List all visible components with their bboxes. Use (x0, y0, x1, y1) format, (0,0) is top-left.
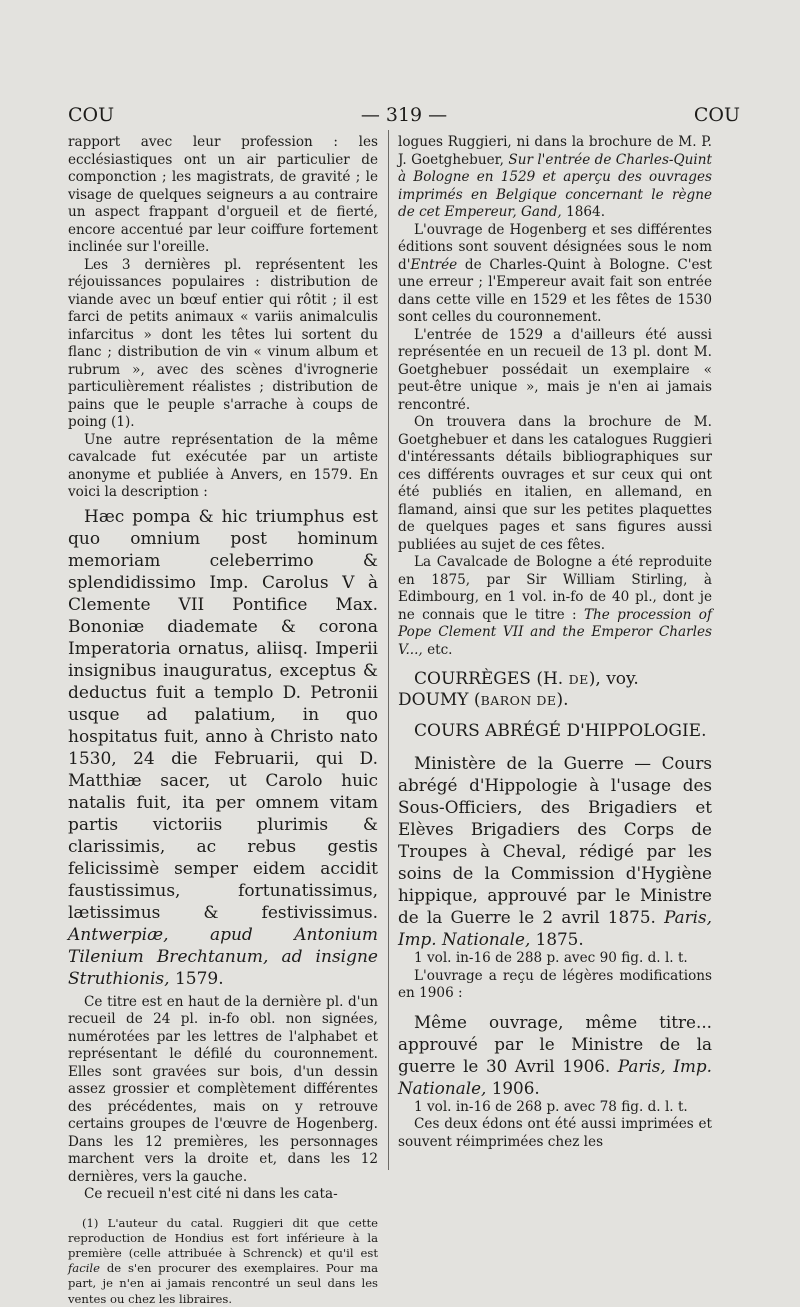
latin-quotation (68, 506, 378, 990)
latin-text: Hæc pompa & hic triumphus est quo omnium post hominum memoriam celeberrimo & splendidissimo Imp. Carolus V à Clemente VII Pontifice Max. Bononiæ diademate & corona Imperatoria ornatus, aliisq. Imperii insignibus inauguratus, exceptus & deductus fuit a templo D. Petronii usque ad palatium, in quo hospitatus fuit, anno à Christo nato 1530, 24 die Februarii, qui D. Matthiæ sacer, ut Carolo huic natalis fuit, ita per omnem vitam partis victoriis plurimis & clarissimis, ac rebus gestis felicissimè semper eidem accidit faustissimus, fortunatissimus, lætissimus & festivissimus. (68, 506, 378, 923)
paragraph: Ce titre est en haut de la dernière pl. d'un recueil de 24 pl. in-fo obl. non signées, numérotées par les lettres de l'alphabet et représentant le défilé du couronnement. Elles sont gravées sur bois, d'un dessin assez grossier et complètement différentes des précédentes, mais on y retrouve certains groupes de l'œuvre de Hogenberg. Dans les 12 premières, les personnages marchent vers la droite et, dans les 12 dernières, vers la gauche. (68, 993, 378, 1185)
entry-heading-courreges: COURRÈGES (H. DE), voy. DOUMY (BARON DE). (398, 669, 639, 710)
paragraph: La Cavalcade de Bologne a été reproduite en 1875, par Sir William Stirling, à Edimbourg, en 1 vol. in-fo de 40 pl., dont je ne connais que le titre : The procession of Pope Clement VII and the Emperor Charles V..., etc. (398, 554, 712, 658)
left-column (68, 134, 378, 1307)
paragraph: logues Ruggieri, ni dans la brochure de M. P. J. Goetghebuer, Sur l'entrée de Charles-Quint à Bologne en 1529 et aperçu des ouvrages imprimés en Belgique concernant le règne de cet Empereur, Gand, 1864. (398, 134, 712, 220)
page-number: — 319 — (360, 104, 448, 126)
entry-heading-cours-abrege: COURS ABRÉGÉ D'HIPPOLOGIE. (414, 721, 707, 741)
book-title: Ministère de la Guerre — Cours abrégé d'Hippologie à l'usage des Sous-Officiers, des Brigadiers et Elèves Brigadiers des Corps de Troupes à Cheval, rédigé par les soins de la Commission d'Hygiène hippique, approuvé par le Ministre de la Guerre le 2 avril 1875. Paris, Imp. Nationale, 1875. (398, 753, 712, 949)
running-head-left: COU (68, 104, 115, 126)
paragraph: rapport avec leur profession : les ecclésiastiques ont un air particulier de componction ; les magistrats, de gravité ; le visage de quelques seigneurs a au contraire un aspect frappant d'orgueil et de fierté, encore accentué par leur coiffure fortement inclinée sur l'oreille. (68, 134, 378, 255)
paragraph: Une autre représentation de la même cavalcade fut exécutée par un artiste anonyme et publiée à Anvers, en 1579. En voici la description : (68, 431, 378, 500)
paragraph: L'entrée de 1529 a d'ailleurs été aussi représentée en un recueil de 13 pl. dont M. Goetghebuer possédait un exemplaire « peut-être unique », mais je n'en ai jamais rencontré. (398, 326, 712, 413)
latin-year: 1579. (174, 968, 224, 989)
right-column (398, 134, 712, 1151)
paragraph: Les 3 dernières pl. représentent les réjouissances populaires : distribution de viande avec un bœuf entier qui rôtit ; il est farci de petits animaux « variis animalculis infarcitus » dont les têtes lui sortent du flanc ; distribution de vin « vinum album et rubrum », avec des scènes d'ivrognerie particulièrement réalistes ; distribution de pains que le peuple s'arrache à coups de poing (1). (68, 256, 378, 430)
page-header (68, 104, 740, 134)
paragraph: L'ouvrage de Hogenberg et ses différentes éditions sont souvent désignées sous le nom d'Entrée de Charles-Quint à Bologne. C'est une erreur ; l'Empereur avait fait son entrée dans cette ville en 1529 et les fêtes de 1530 sont celles du couronnement. (398, 221, 712, 325)
running-head-right: COU (693, 104, 740, 126)
paragraph: On trouvera dans la brochure de M. Goetghebuer et dans les catalogues Ruggieri d'intéressants détails bibliographiques sur ces différents ouvrages et sur ceux qui ont été publiés en italien, en allemand, en flamand, ainsi que sur les petites plaquettes de quelques pages et sans figures aussi publiées au sujet de ces fêtes. (398, 414, 712, 553)
paragraph: Ces deux édons ont été aussi imprimées et souvent réimprimées chez les (398, 1116, 712, 1150)
paragraph: L'ouvrage a reçu de légères modifications en 1906 : (398, 967, 712, 1001)
book-title: Même ouvrage, même titre... approuvé par le Ministre de la guerre le 30 Avril 1906. Paris, Imp. Nationale, 1906. (398, 1011, 712, 1098)
paragraph: Ce recueil n'est cité ni dans les cata- (84, 1186, 338, 1202)
footnote: (1) L'auteur du catal. Ruggieri dit que cette reproduction de Hondius est fort inférieure à la première (celle attribuée à Schrenck) et qu'il est facile de s'en procurer des exemplaires. Pour ma part, je n'en ai jamais rencontré un seul dans les ventes ou chez les libraires. (68, 1215, 379, 1306)
column-divider (388, 130, 389, 1170)
latin-imprint: Antwerpiæ, apud Antonium Tilenium Brechtanum, ad insigne Struthionis, (68, 924, 378, 989)
book-description: 1 vol. in-16 de 268 p. avec 78 fig. d. l. t. (414, 1098, 688, 1115)
book-description: 1 vol. in-16 de 288 p. avec 90 fig. d. l. t. (414, 950, 688, 966)
